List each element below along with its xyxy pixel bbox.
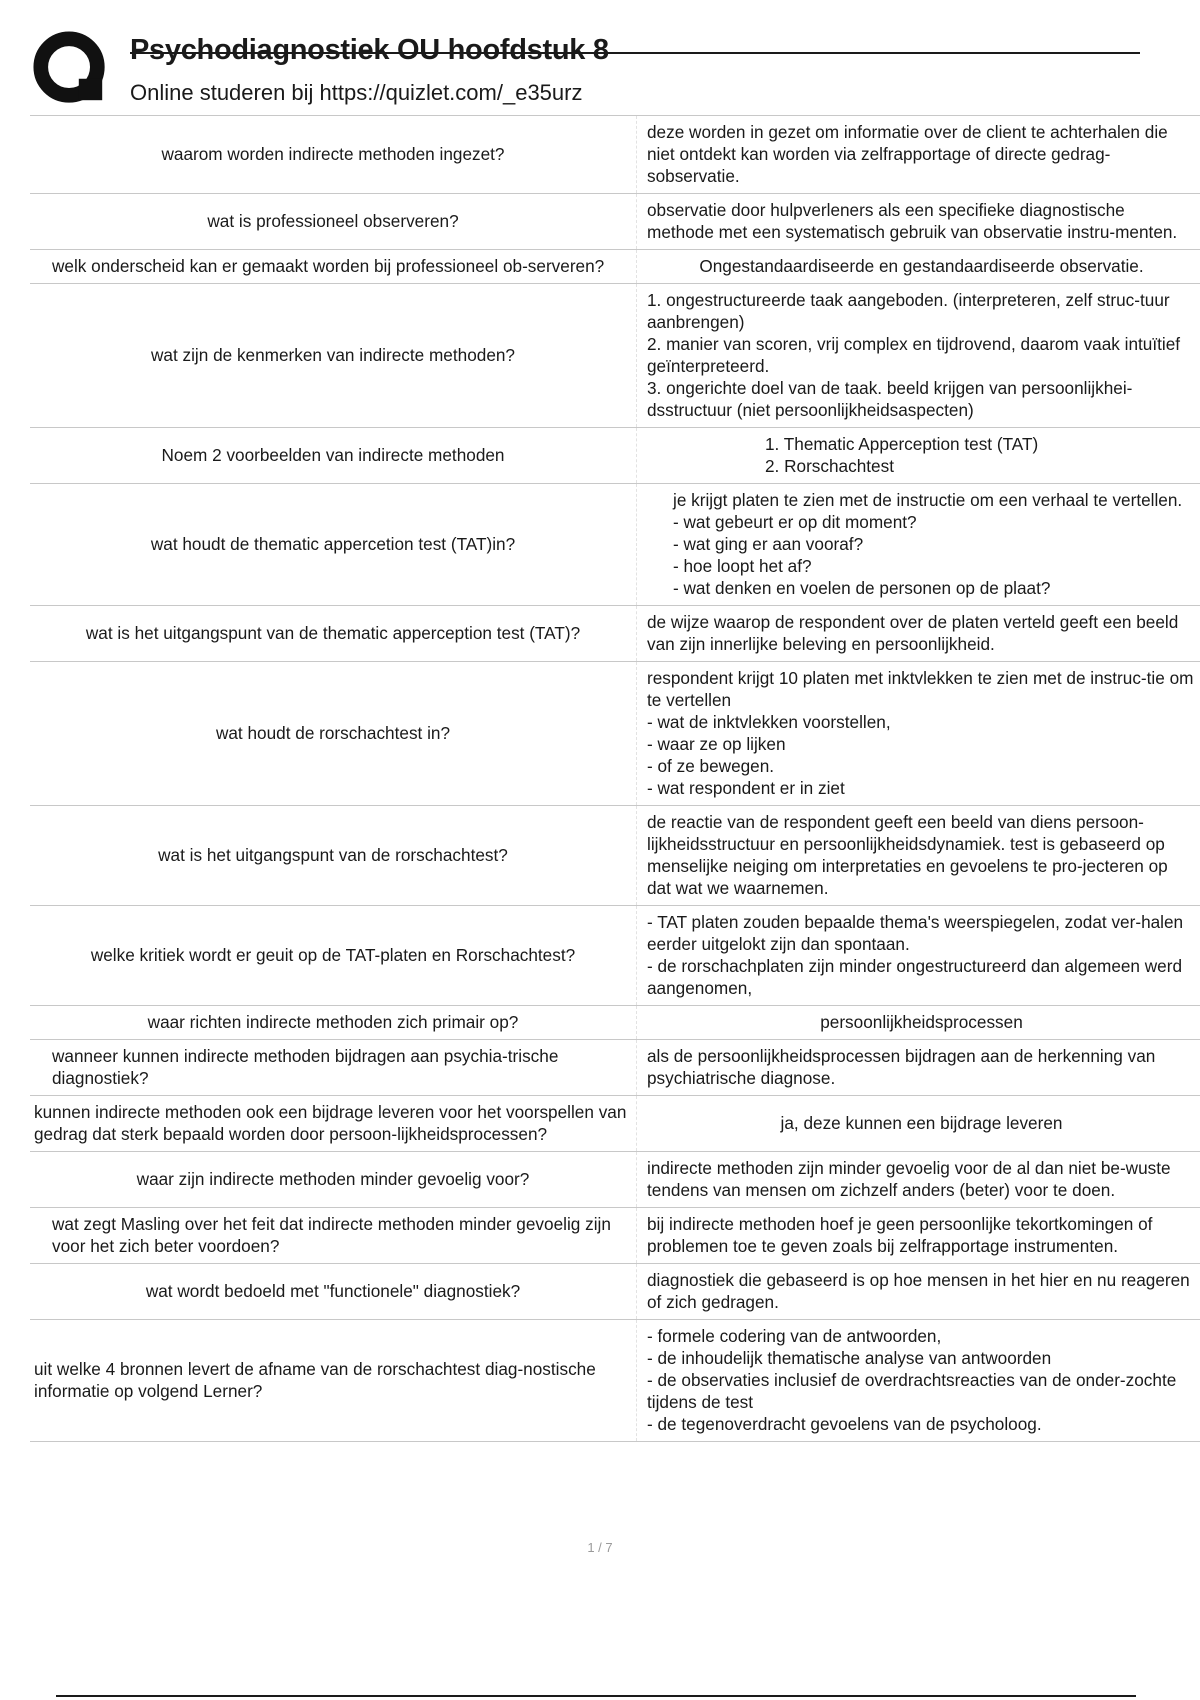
definition-cell: ja, deze kunnen een bijdrage leveren bbox=[637, 1096, 1200, 1152]
definition-cell: als de persoonlijkheidsprocessen bijdragen aan de herkenning van psychiatrische diagnose. bbox=[637, 1040, 1200, 1096]
definition-cell: diagnostiek die gebaseerd is op hoe mensen in het hier en nu reageren of zich gedragen. bbox=[637, 1264, 1200, 1320]
table-row bbox=[30, 606, 1200, 662]
table-row bbox=[30, 1208, 1200, 1264]
term-cell: Noem 2 voorbeelden van indirecte methoden bbox=[30, 428, 637, 484]
term-cell: wat is het uitgangspunt van de thematic apperception test (TAT)? bbox=[30, 606, 637, 662]
definition-cell: respondent krijgt 10 platen met inktvlekken te zien met de instruc-tie om te vertellen - wat de inktvlekken voorstellen, - waar ze op lijken - of ze bewegen. - wat respondent er in ziet bbox=[637, 662, 1200, 806]
term-cell: waar richten indirecte methoden zich primair op? bbox=[30, 1006, 637, 1040]
definition-cell: de wijze waarop de respondent over de platen verteld geeft een beeld van zijn innerlijke beleving en persoonlijkheid. bbox=[637, 606, 1200, 662]
table-row bbox=[30, 484, 1200, 606]
definition-cell: je krijgt platen te zien met de instructie om een verhaal te vertellen. - wat gebeurt er op dit moment? - wat ging er aan vooraf? - hoe loopt het af? - wat denken en voelen de personen op de plaat? bbox=[637, 484, 1200, 606]
footer-rule bbox=[56, 1695, 1136, 1697]
definition-cell: - formele codering van de antwoorden, - de inhoudelijk thematische analyse van antwoorden - de observaties inclusief de overdrachtsreacties van de onder-zochte tijdens de test - de tegenoverdracht gevoelens van de psycholoog. bbox=[637, 1320, 1200, 1442]
page-title: Psychodiagnostiek OU hoofdstuk 8 bbox=[130, 34, 609, 66]
term-cell: waar zijn indirecte methoden minder gevoelig voor? bbox=[30, 1152, 637, 1208]
term-cell: waarom worden indirecte methoden ingezet? bbox=[30, 116, 637, 194]
term-cell: wat zijn de kenmerken van indirecte methoden? bbox=[30, 284, 637, 428]
flashcard-table bbox=[30, 115, 1200, 1442]
definition-cell: Ongestandaardiseerde en gestandaardiseerde observatie. bbox=[637, 250, 1200, 284]
term-cell: wat houdt de thematic appercetion test (TAT)in? bbox=[30, 484, 637, 606]
quizlet-logo-icon bbox=[32, 30, 110, 108]
term-cell: welk onderscheid kan er gemaakt worden bij professioneel ob-serveren? bbox=[30, 250, 637, 284]
definition-cell: persoonlijkheidsprocessen bbox=[637, 1006, 1200, 1040]
term-cell: welke kritiek wordt er geuit op de TAT-platen en Rorschachtest? bbox=[30, 906, 637, 1006]
page-subtitle: Online studeren bij https://quizlet.com/_e35urz bbox=[130, 80, 583, 105]
definition-cell: bij indirecte methoden hoef je geen persoonlijke tekortkomingen of problemen toe te geven zoals bij zelfrapportage instrumenten. bbox=[637, 1208, 1200, 1264]
term-cell: wat houdt de rorschachtest in? bbox=[30, 662, 637, 806]
table-row bbox=[30, 1320, 1200, 1442]
term-cell: wat is professioneel observeren? bbox=[30, 194, 637, 250]
table-row bbox=[30, 1006, 1200, 1040]
definition-cell: - TAT platen zouden bepaalde thema's weerspiegelen, zodat ver-halen eerder uitgelokt zijn dan spontaan. - de rorschachplaten zijn minder ongestructureerd dan algemeen werd aangenomen, bbox=[637, 906, 1200, 1006]
table-row bbox=[30, 194, 1200, 250]
table-row bbox=[30, 806, 1200, 906]
term-cell: wat wordt bedoeld met "functionele" diagnostiek? bbox=[30, 1264, 637, 1320]
term-cell: uit welke 4 bronnen levert de afname van de rorschachtest diag-nostische informatie op volgend Lerner? bbox=[30, 1320, 637, 1442]
definition-cell: de reactie van de respondent geeft een beeld van diens persoon-lijkheidsstructuur en persoonlijkheidsdynamiek. test is gebaseerd op menselijke neiging om interpretaties en gevoelens te pro-jecteren op dat wat we waarnemen. bbox=[637, 806, 1200, 906]
table-row bbox=[30, 906, 1200, 1006]
term-cell: wat zegt Masling over het feit dat indirecte methoden minder gevoelig zijn voor het zich beter voordoen? bbox=[30, 1208, 637, 1264]
definition-cell: 1. ongestructureerde taak aangeboden. (interpreteren, zelf struc-tuur aanbrengen) 2. manier van scoren, vrij complex en tijdrovend, daarom vaak intuïtief geïnterpreteerd. 3. ongerichte doel van de taak. beeld krijgen van persoonlijkhei-dsstructuur (niet persoonlijkheidsaspecten) bbox=[637, 284, 1200, 428]
term-cell: kunnen indirecte methoden ook een bijdrage leveren voor het voorspellen van gedrag dat sterk bepaald worden door persoon-lijkheidsprocessen? bbox=[30, 1096, 637, 1152]
term-cell: wat is het uitgangspunt van de rorschachtest? bbox=[30, 806, 637, 906]
definition-cell: indirecte methoden zijn minder gevoelig voor de al dan niet be-wuste tendens van mensen om zichzelf anders (beter) voor te doen. bbox=[637, 1152, 1200, 1208]
table-row bbox=[30, 250, 1200, 284]
definition-cell: 1. Thematic Apperception test (TAT) 2. Rorschachtest bbox=[637, 428, 1200, 484]
term-cell: wanneer kunnen indirecte methoden bijdragen aan psychia-trische diagnostiek? bbox=[30, 1040, 637, 1096]
table-row bbox=[30, 428, 1200, 484]
table-row bbox=[30, 662, 1200, 806]
table-row bbox=[30, 1040, 1200, 1096]
table-row bbox=[30, 1152, 1200, 1208]
page-number: 1 / 7 bbox=[587, 1540, 613, 1555]
definition-cell: deze worden in gezet om informatie over de client te achterhalen die niet ontdekt kan worden via zelfrapportage of directe gedrag-sobservatie. bbox=[637, 116, 1200, 194]
definition-cell: observatie door hulpverleners als een specifieke diagnostische methode met een systematisch gebruik van observatie instru-menten. bbox=[637, 194, 1200, 250]
table-row bbox=[30, 284, 1200, 428]
table-row bbox=[30, 116, 1200, 194]
table-row bbox=[30, 1096, 1200, 1152]
table-row bbox=[30, 1264, 1200, 1320]
